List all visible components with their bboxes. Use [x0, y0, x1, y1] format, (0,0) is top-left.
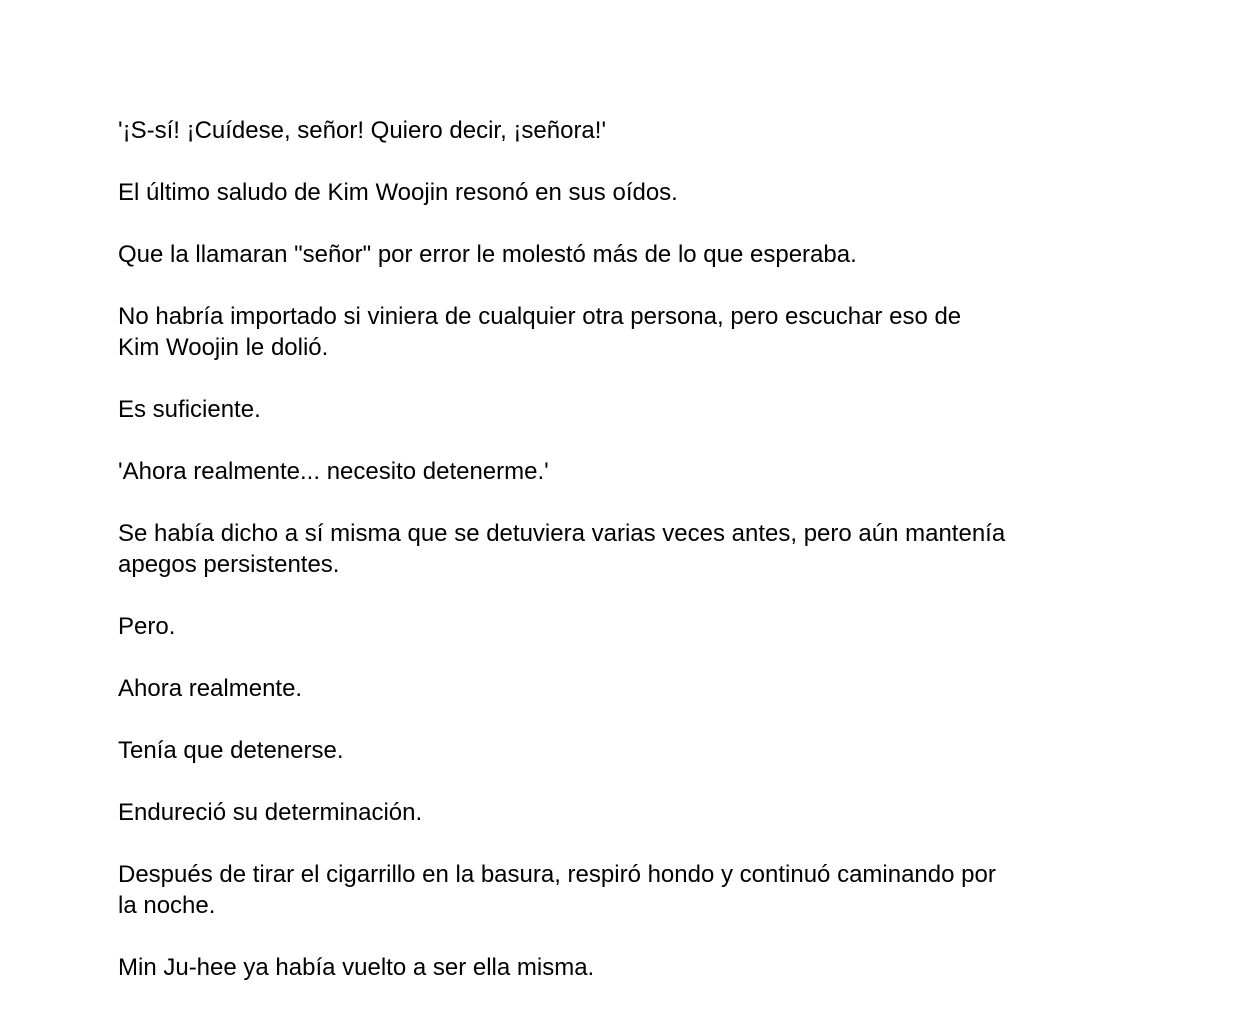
paragraph-3: Que la llamaran "señor" por error le molestó más de lo que esperaba.	[118, 241, 857, 268]
paragraph-10: Tenía que detenerse.	[118, 737, 344, 764]
paragraph-2: El último saludo de Kim Woojin resonó en sus oídos.	[118, 179, 678, 206]
paragraph-11: Endureció su determinación.	[118, 799, 423, 826]
document-page	[118, 115, 1128, 1014]
paragraph-6: 'Ahora realmente... necesito detenerme.'	[118, 458, 549, 485]
paragraph-1: '¡S-sí! ¡Cuídese, señor! Quiero decir, ¡señora!'	[118, 117, 607, 144]
paragraph-7: Se había dicho a sí misma que se detuviera varias veces antes, pero aún mantenía apegos persistentes.	[118, 520, 1006, 578]
paragraph-5: Es suficiente.	[118, 396, 261, 423]
paragraph-12: Después de tirar el cigarrillo en la basura, respiró hondo y continuó caminando por la noche.	[118, 861, 996, 919]
paragraph-13: Min Ju-hee ya había vuelto a ser ella misma.	[118, 954, 595, 981]
paragraph-4: No habría importado si viniera de cualquier otra persona, pero escuchar eso de Kim Woojin le dolió.	[118, 303, 962, 361]
paragraph-9: Ahora realmente.	[118, 675, 303, 702]
paragraph-8: Pero.	[118, 613, 176, 640]
